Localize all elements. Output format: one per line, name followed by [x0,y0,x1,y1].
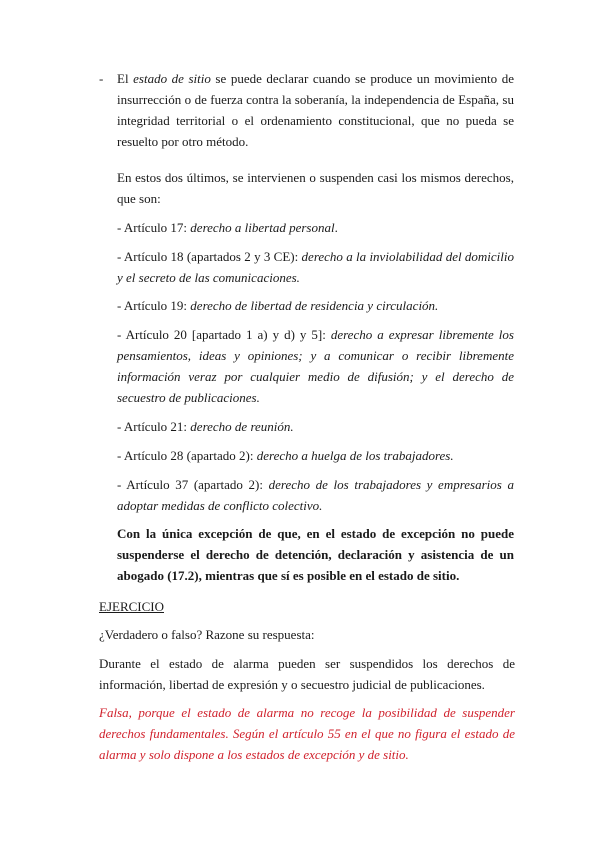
exception-paragraph: Con la única excepción de que, en el estado de excepción no puede suspenderse el derecho de detención, declaración y asistencia de un abogado (17.2), mientras que sí es posible en el estado de sitio. [117,526,514,583]
exercise-statement: Durante el estado de alarma pueden ser suspendidos los derechos de información, libertad de expresión y o secuestro judicial de publicaciones. [99,656,515,692]
exercise-answer: Falsa, porque el estado de alarma no recoge la posibilidad de suspender derechos fundamentales. Según el artículo 55 en el que no figura el estado de alarma y solo dispone a los estados de excepción y de sitio. [99,705,515,762]
article-21: - Artículo 21: derecho de reunión. [117,419,294,434]
article-17: - Artículo 17: derecho a libertad personal. [117,220,338,235]
bullet-dash: - [99,71,104,86]
paragraph-intro-rights: En estos dos últimos, se intervienen o suspenden casi los mismos derechos, que son: [117,170,514,206]
exercise-heading: EJERCICIO [99,599,164,614]
term-estado-de-sitio: estado de sitio [133,71,211,86]
exercise-question: ¿Verdadero o falso? Razone su respuesta: [99,627,315,642]
article-20: - Artículo 20 [apartado 1 a) y d) y 5]: derecho a expresar libremente los pensamientos, ideas y opiniones; y a comunicar o recibir libremente información veraz por cualquier medio de difusión; y el derecho de secuestro de publicaciones. [117,327,514,405]
article-18: - Artículo 18 (apartados 2 y 3 CE): derecho a la inviolabilidad del domicilio y el secreto de las comunicaciones. [117,249,514,285]
paragraph-estado-de-sitio: El estado de sitio se puede declarar cuando se produce un movimiento de insurrección o de fuerza contra la soberanía, la independencia de España, su integridad territorial o el ordenamiento constitucional, que no pueda se resuelto por otro método. [117,71,514,149]
article-19: - Artículo 19: derecho de libertad de residencia y circulación. [117,298,439,313]
article-37: - Artículo 37 (apartado 2): derecho de los trabajadores y empresarios a adoptar medidas de conflicto colectivo. [117,477,514,513]
article-28: - Artículo 28 (apartado 2): derecho a huelga de los trabajadores. [117,448,454,463]
